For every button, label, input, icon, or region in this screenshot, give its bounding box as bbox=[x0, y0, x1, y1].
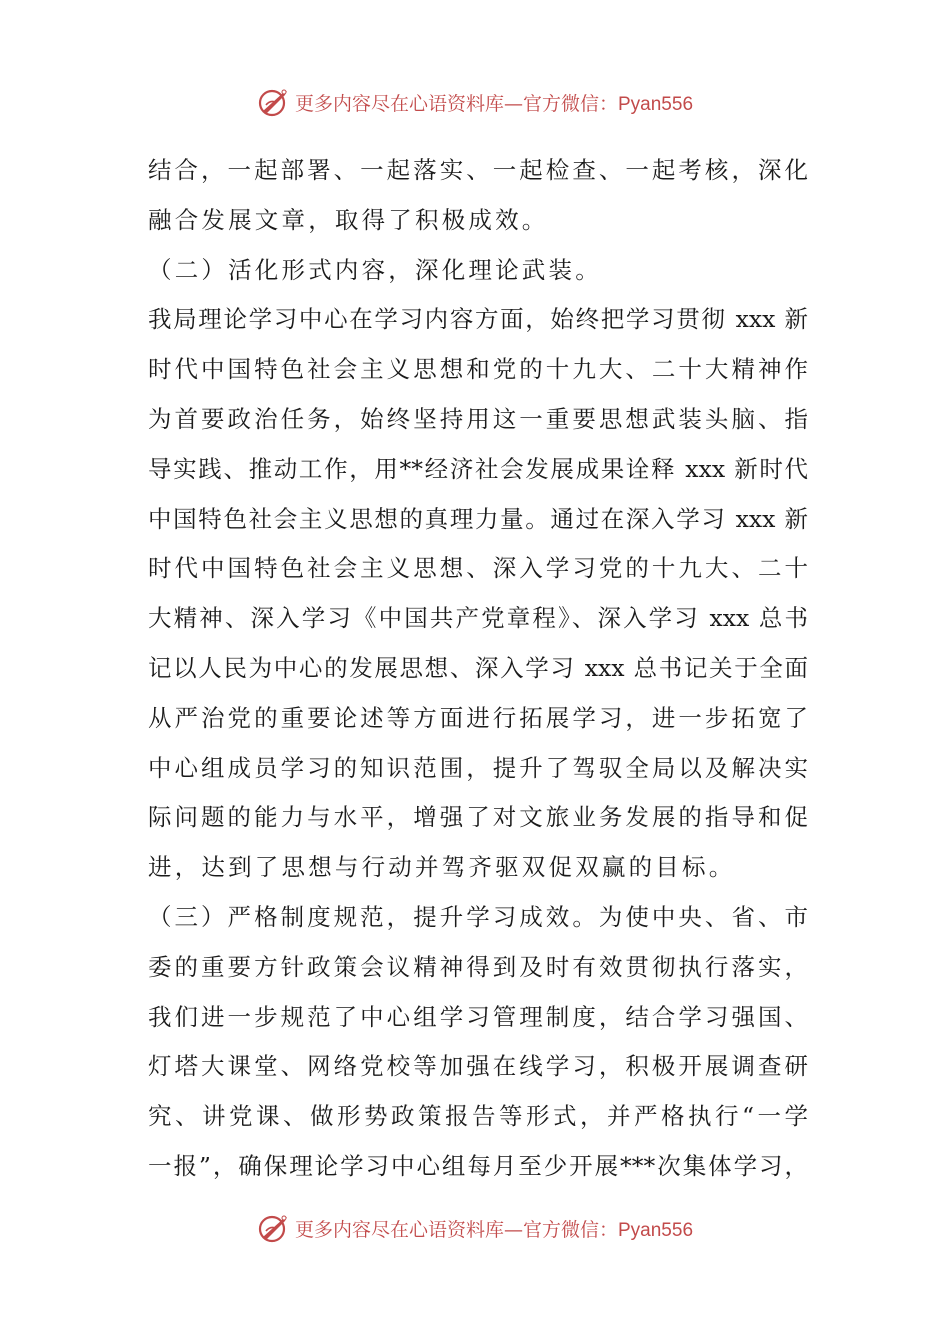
text-line: 大精神、深入学习《中国共产党章程》、深入学习 xxx 总书 bbox=[148, 604, 808, 633]
text-line: 记以人民为中心的发展思想、深入学习 xxx 总书记关于全面 bbox=[148, 653, 808, 682]
text-line: 进，达到了思想与行动并驾齐驱双促双赢的目标。 bbox=[148, 853, 736, 882]
watermark-brand: 更多内容尽在心语资料库 bbox=[294, 92, 504, 115]
watermark-wechat-label: 官方微信： bbox=[522, 92, 618, 115]
text-line: 时代中国特色社会主义思想、深入学习党的十九大、二十 bbox=[148, 554, 808, 583]
pen-logo-icon bbox=[257, 1211, 291, 1245]
text-line: 委的重要方针政策会议精神得到及时有效贯彻执行落实， bbox=[148, 952, 808, 981]
text-line: 究、讲党课、做形势政策报告等形式，并严格执行“一学 bbox=[148, 1102, 808, 1131]
text-line: （三）严格制度规范，提升学习成效。为使中央、省、市 bbox=[148, 902, 808, 931]
text-line: 中国特色社会主义思想的真理力量。通过在深入学习 xxx 新 bbox=[148, 504, 808, 533]
watermark-wechat-id: Pyan556 bbox=[618, 93, 694, 115]
text-line: 结合，一起部署、一起落实、一起检查、一起考核，深化 bbox=[148, 156, 808, 184]
watermark-text bbox=[295, 1215, 693, 1242]
text-line: 从严治党的重要论述等方面进行拓展学习，进一步拓宽了 bbox=[148, 703, 808, 732]
text-line: 导实践、推动工作，用**经济社会发展成果诠释 xxx 新时代 bbox=[148, 454, 808, 483]
text-line: 为首要政治任务，始终坚持用这一重要思想武装头脑、指 bbox=[148, 404, 808, 433]
watermark-brand: 更多内容尽在心语资料库 bbox=[294, 1218, 504, 1241]
watermark-separator: — bbox=[503, 1218, 523, 1241]
watermark-separator: — bbox=[503, 92, 523, 115]
text-line: 时代中国特色社会主义思想和党的十九大、二十大精神作 bbox=[148, 355, 808, 384]
watermark-text bbox=[295, 89, 693, 116]
text-line: 灯塔大课堂、网络党校等加强在线学习，积极开展调查研 bbox=[148, 1052, 808, 1081]
text-line: 融合发展文章，取得了积极成效。 bbox=[148, 205, 549, 234]
watermark-wechat-id: Pyan556 bbox=[618, 1219, 694, 1241]
text-line: 际问题的能力与水平，增强了对文旅业务发展的指导和促 bbox=[148, 803, 808, 832]
watermark-header bbox=[0, 82, 950, 122]
text-line: （二）活化形式内容，深化理论武装。 bbox=[148, 255, 602, 284]
pen-logo-icon bbox=[257, 85, 291, 119]
document-body bbox=[148, 146, 808, 1192]
text-line: 中心组成员学习的知识范围，提升了驾驭全局以及解决实 bbox=[148, 753, 808, 782]
text-line: 我局理论学习中心在学习内容方面，始终把学习贯彻 xxx 新 bbox=[148, 305, 808, 334]
text-line: 我们进一步规范了中心组学习管理制度，结合学习强国、 bbox=[148, 1002, 808, 1031]
watermark-footer bbox=[0, 1208, 950, 1248]
text-line: 一报”，确保理论学习中心组每月至少开展***次集体学习， bbox=[148, 1151, 808, 1180]
watermark-wechat-label: 官方微信： bbox=[522, 1218, 618, 1241]
